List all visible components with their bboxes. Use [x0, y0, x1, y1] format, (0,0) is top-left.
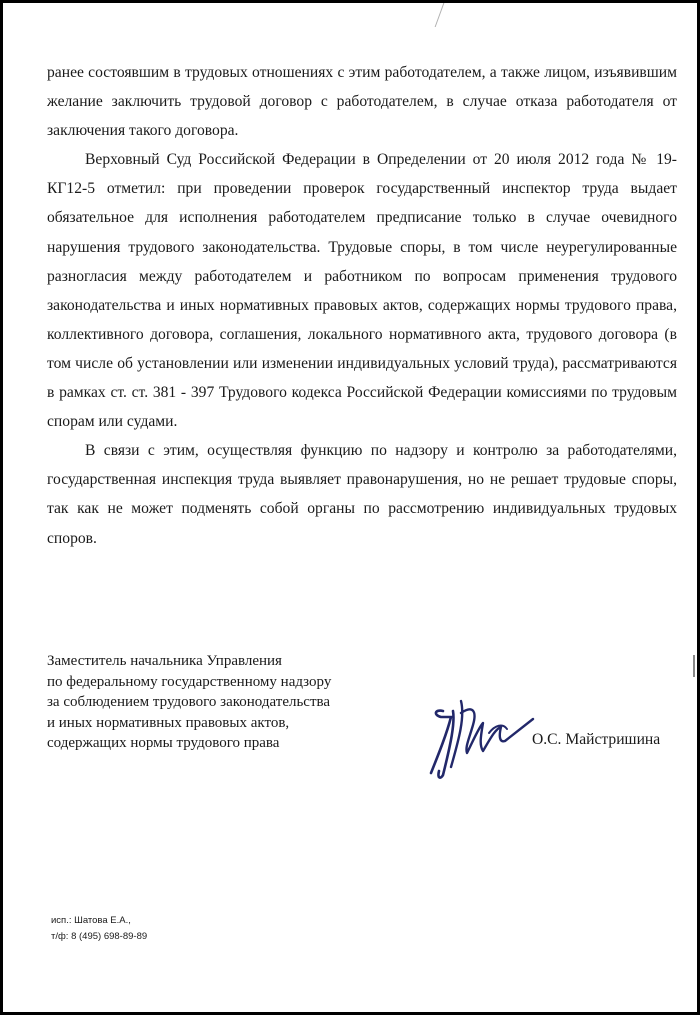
executor-name: исп.: Шатова Е.А.,: [51, 915, 131, 926]
executor-footer: [51, 913, 147, 945]
position-line: по федеральному государственному надзору: [47, 673, 332, 690]
letter-body: [47, 58, 677, 553]
paragraph-continuation: ранее состоявшим в трудовых отношениях с этим работодателем, а также лицом, изъявившим желание заключить трудовой договор с работодателем, в случае отказа работодателя от заключения такого договора.: [47, 64, 677, 140]
position-line: и иных нормативных правовых актов,: [47, 714, 290, 731]
paragraph-supreme-court: Верховный Суд Российской Федерации в Определении от 20 июля 2012 года № 19-КГ12-5 отметил: при проведении проверок государственный инспектор труда выдает обязательное для исполнения работодателем предписание только в случае очевидного нарушения трудового законодательства. Трудовые споры, в том числе неурегулированные разногласия между работодателем и работником по вопросам применения трудового законодательства и иных нормативных правовых актов, содержащих нормы трудового права, коллективного договора, соглашения, локального нормативного акта, трудового договора (в том числе об установлении или изменении индивидуальных условий труда), рассматриваются в рамках ст. ст. 381 - 397 Трудового кодекса Российской Федерации комиссиями по трудовым спорам или судами.: [47, 151, 677, 431]
position-line: за соблюдением трудового законодательства: [47, 694, 331, 710]
position-line: Заместитель начальника Управления: [47, 653, 282, 669]
handwritten-signature: [421, 683, 539, 781]
executor-phone: т/ф: 8 (495) 698-89-89: [51, 931, 148, 942]
scan-edge-mark: [689, 655, 695, 677]
paragraph-conclusion: В связи с этим, осуществляя функцию по надзору и контролю за работодателями, государственная инспекция труда выявляет правонарушения, но не решает трудовые споры, так как не может подменять собой органы по рассмотрению индивидуальных трудовых споров.: [47, 442, 677, 547]
signatory-name: О.С. Майстришина: [532, 731, 661, 748]
scan-artifact: [423, 3, 445, 27]
position-line: содержащих нормы трудового права: [47, 735, 280, 751]
signatory-position: [47, 651, 331, 754]
